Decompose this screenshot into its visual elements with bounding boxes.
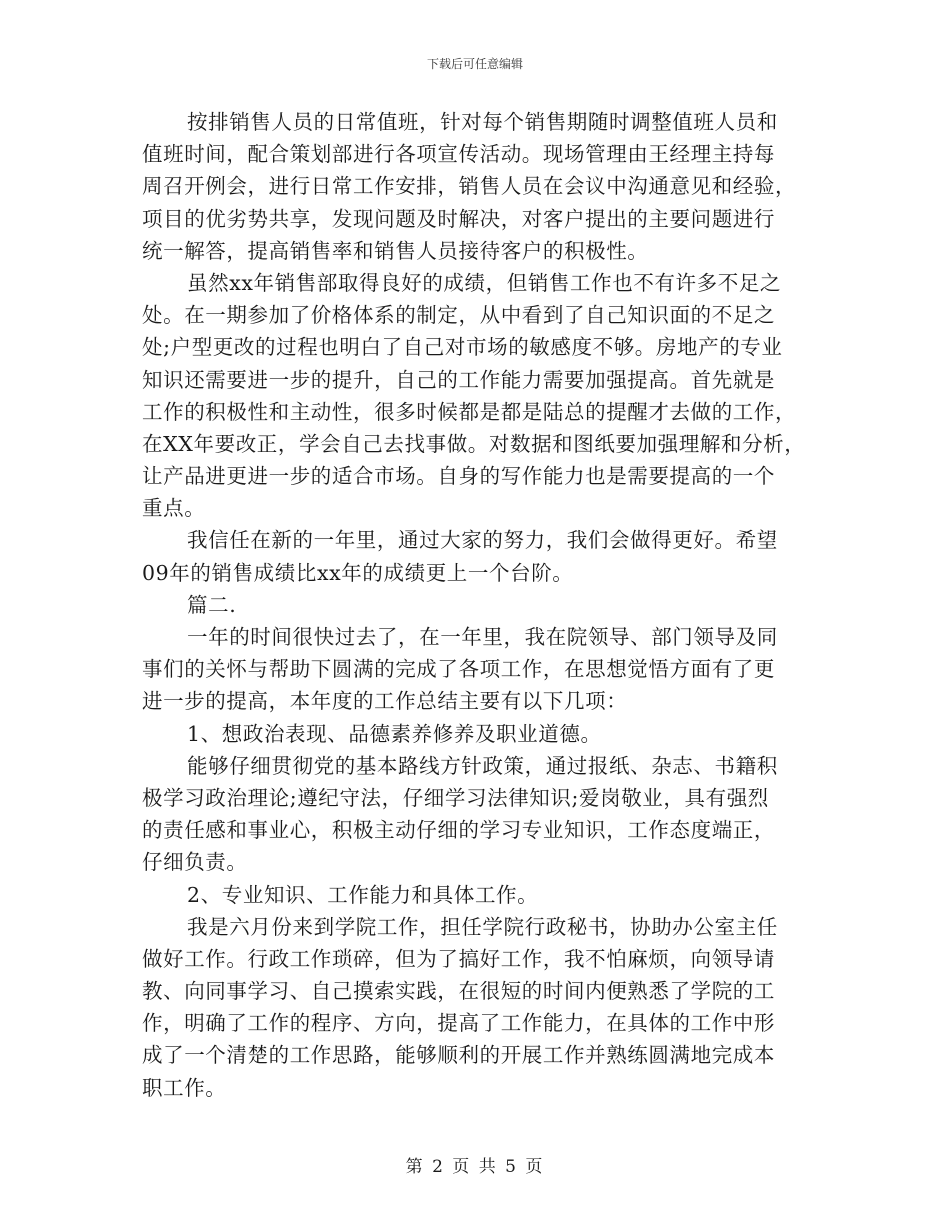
text-line: 项目的优劣势共享，发现问题及时解决，对客户提出的主要问题进行 [142, 206, 775, 231]
text-line: 能够仔细贯彻党的基本路线方针政策，通过报纸、杂志、书籍积 [187, 753, 778, 778]
text-line: 教、向同事学习、自己摸索实践，在很短的时间内便熟悉了学院的工 [142, 979, 775, 1004]
text-line: 值班时间，配合策划部进行各项宣传活动。现场管理由王经理主持每 [142, 142, 775, 167]
text-line: 统一解答，提高销售率和销售人员接待客户的积极性。 [142, 238, 649, 263]
text-line: 极学习政治理论;遵纪守法，仔细学习法律知识;爱岗敬业，具有强烈 [142, 785, 769, 810]
text-line: 我是六月份来到学院工作，担任学院行政秘书，协助办公室主任 [187, 914, 778, 939]
text-line: 仔细负责。 [142, 850, 248, 875]
text-line: 我信任在新的一年里，通过大家的努力，我们会做得更好。希望 [187, 528, 778, 553]
text-line: 成了一个清楚的工作思路，能够顺利的开展工作并熟练圆满地完成本 [142, 1043, 775, 1068]
text-line: 周召开例会，进行日常工作安排，销售人员在会议中沟通意见和经验， [142, 174, 797, 199]
text-line: 一年的时间很快过去了，在一年里，我在院领导、部门领导及同 [187, 625, 778, 649]
text-line: 篇二. [187, 592, 237, 617]
text-line: 09年的销售成绩比xx年的成绩更上一个台阶。 [142, 560, 574, 585]
text-line: 让产品进更进一步的适合市场。自身的写作能力也是需要提高的一个 [142, 464, 775, 489]
text-line: 知识还需要进一步的提升，自己的工作能力需要加强提高。首先就是 [142, 367, 775, 392]
page-header: 下载后可任意编辑 [426, 57, 523, 71]
text-line: 的责任感和事业心，积极主动仔细的学习专业知识，工作态度端正， [142, 818, 775, 843]
text-line: 进一步的提高，本年度的工作总结主要有以下几项： [142, 689, 628, 714]
text-line: 作，明确了工作的程序、方向，提高了工作能力，在具体的工作中形 [142, 1011, 775, 1036]
text-line: 重点。 [142, 496, 206, 521]
text-line: 做好工作。行政工作琐碎，但为了搞好工作，我不怕麻烦，向领导请 [142, 946, 775, 971]
text-line: 处;户型更改的过程也明白了自己对市场的敏感度不够。房地产的专业 [142, 335, 783, 360]
text-line: 按排销售人员的日常值班，针对每个销售期随时调整值班人员和 [187, 110, 778, 134]
text-line: 事们的关怀与帮助下圆满的完成了各项工作，在思想觉悟方面有了更 [142, 657, 775, 682]
text-line: 处。在一期参加了价格体系的制定，从中看到了自己知识面的不足之 [142, 303, 775, 328]
text-line: 2、专业知识、工作能力和具体工作。 [187, 882, 539, 907]
text-line: 工作的积极性和主动性，很多时候都是都是陆总的提醒才去做的工作， [142, 399, 797, 424]
page-number: 第 2 页 共 5 页 [405, 1157, 545, 1177]
text-line: 职工作。 [142, 1075, 227, 1100]
text-line: 在XX年要改正，学会自己去找事做。对数据和图纸要加强理解和分析， [142, 431, 806, 456]
document-body [142, 106, 810, 1104]
text-line: 虽然xx年销售部取得良好的成绩，但销售工作也不有许多不足之 [187, 270, 782, 295]
text-line: 1、想政治表现、品德素养修养及职业道德。 [187, 721, 602, 746]
